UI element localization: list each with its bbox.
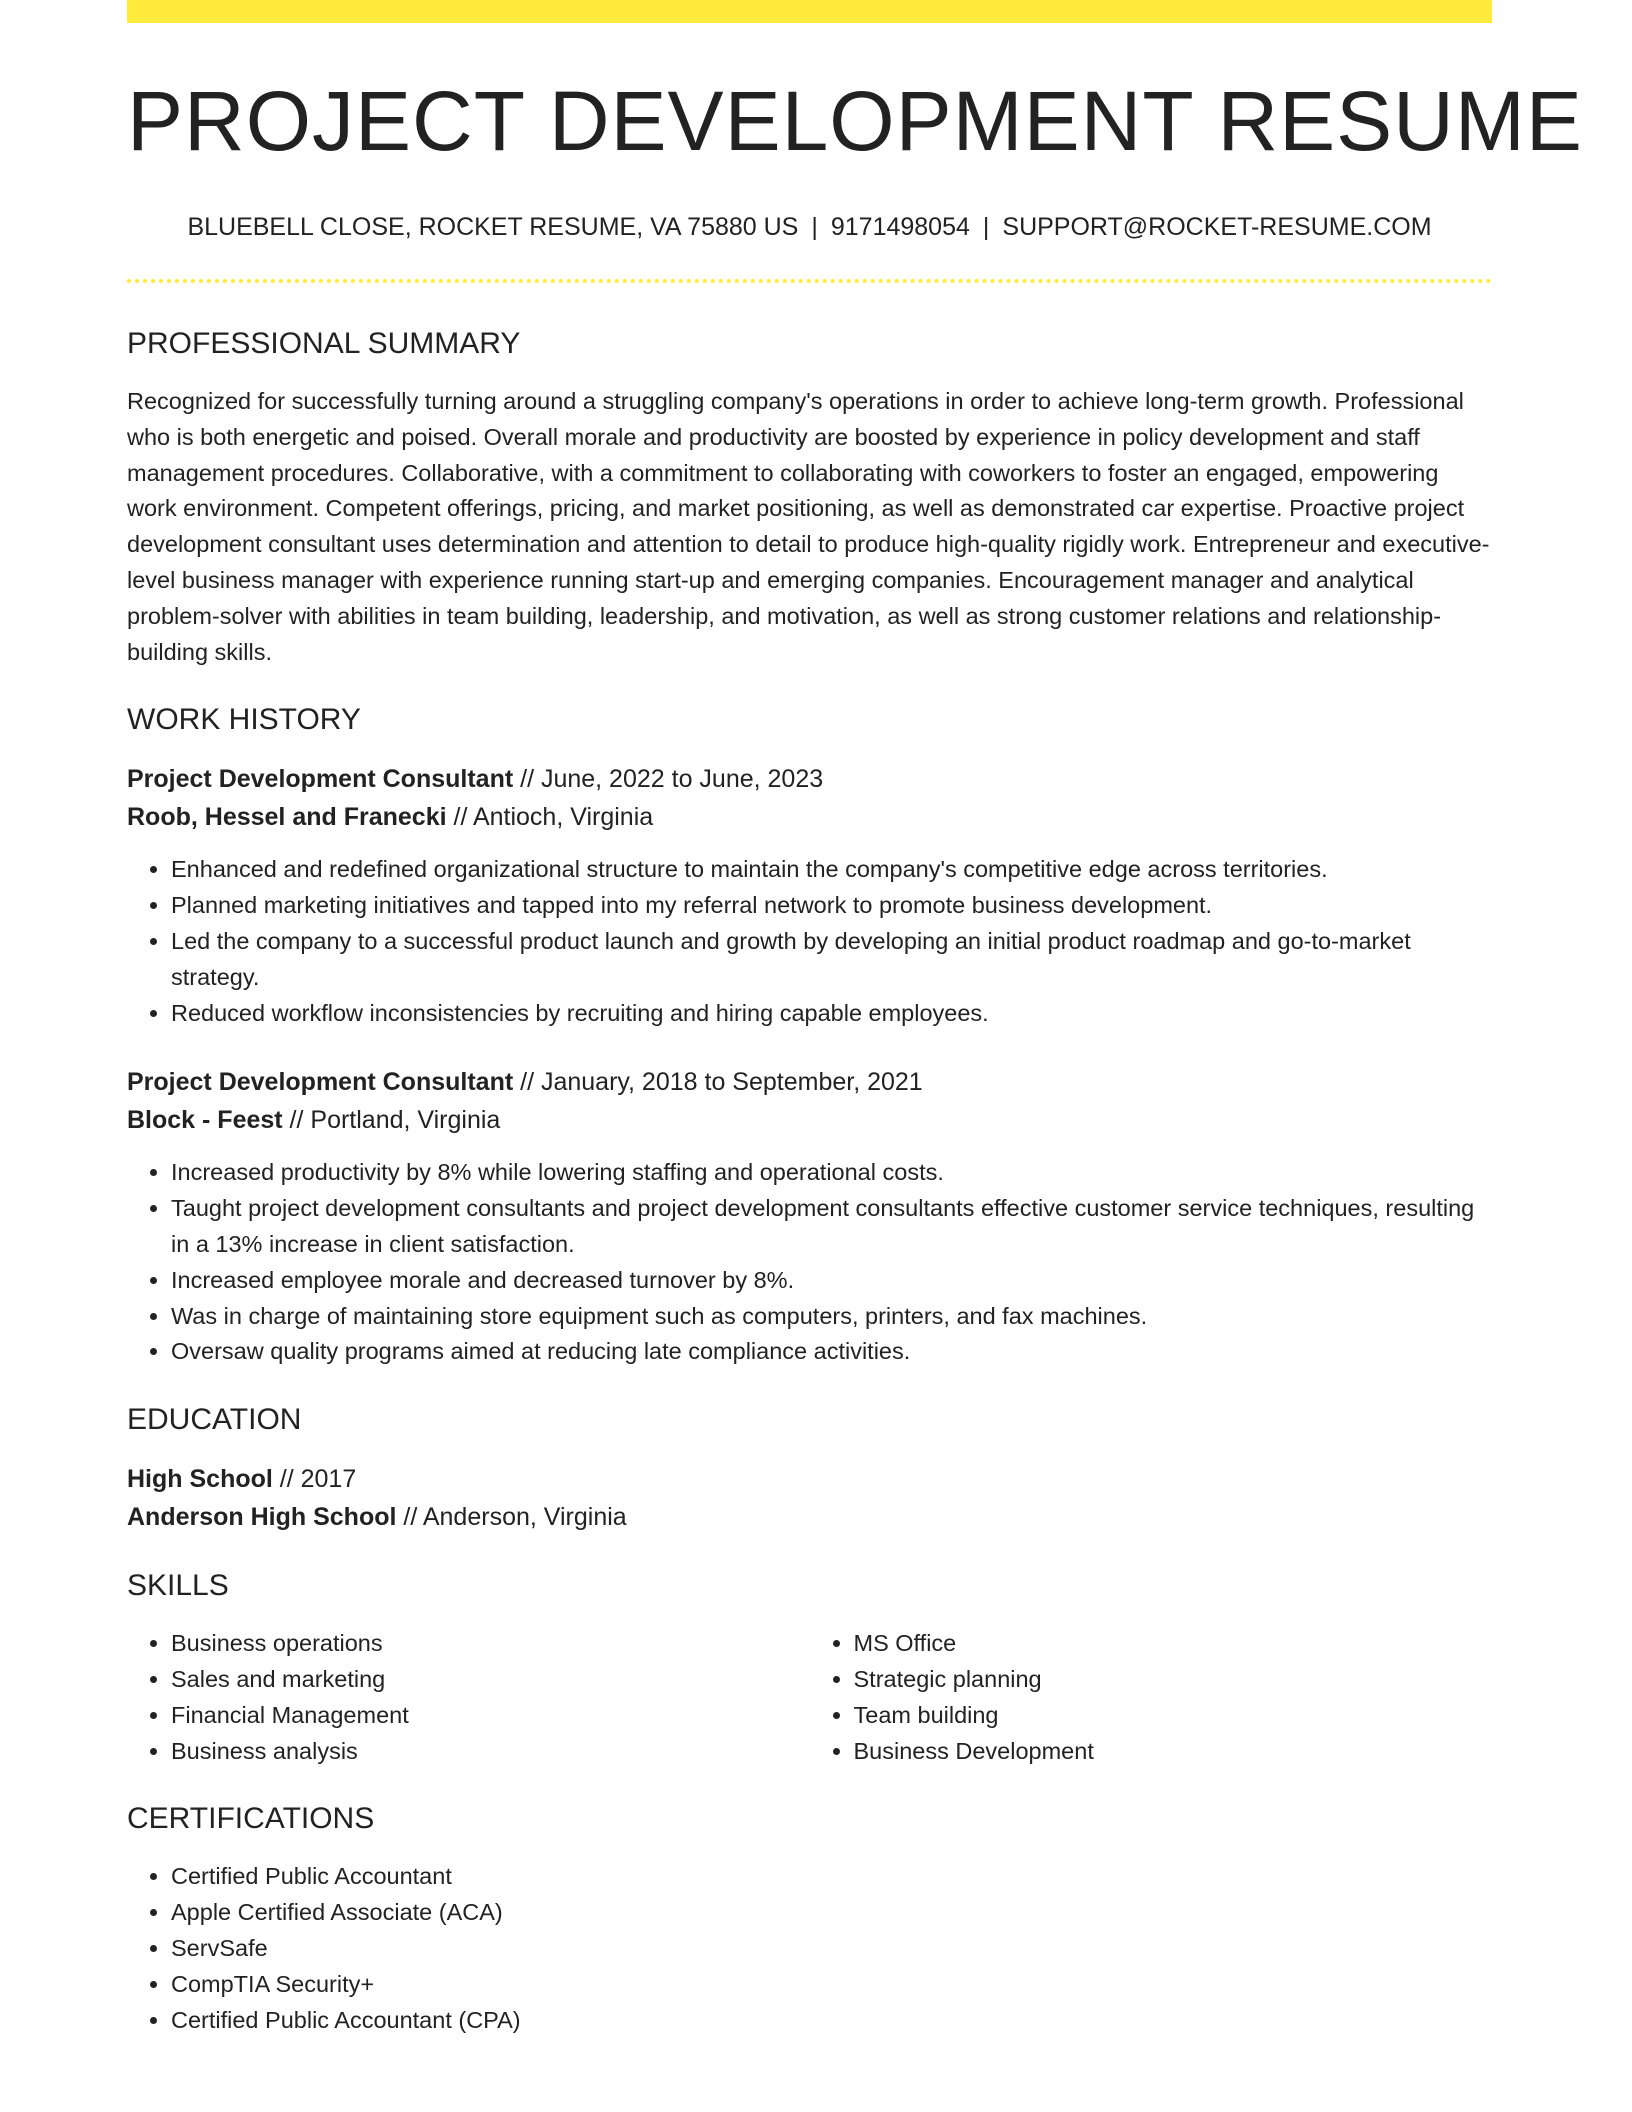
list-item: • Enhanced and redefined organizational structure to maintain the company's competitive edge across territories. [171,852,1492,888]
skills-heading: SKILLS [127,1569,229,1603]
list-item: • Taught project development consultants and project development consultants effective customer service techniques, resulting in a 13% increase in client satisfaction. [171,1191,1492,1263]
resume-title: PROJECT DEVELOPMENT RESUME [127,74,1583,168]
education-year: // 2017 [272,1465,357,1494]
dotted-divider [127,279,1492,283]
list-item: • Planned marketing initiatives and tapped into my referral network to promote business development. [171,888,1492,924]
list-item: • Financial Management [171,1698,810,1734]
list-item: • Reduced workflow inconsistencies by recruiting and hiring capable employees. [171,996,1492,1032]
job-dates: // January, 2018 to September, 2021 [513,1068,923,1097]
job-company: Roob, Hessel and Franecki [127,803,447,832]
job-company-line [127,1101,1492,1139]
list-item: • Business analysis [171,1734,810,1770]
list-item: • Oversaw quality programs aimed at reducing late compliance activities. [171,1334,1492,1370]
job-entry [127,760,1492,1031]
job-title-line [127,760,1492,798]
education-location: // Anderson, Virginia [396,1503,627,1532]
job-title-line [127,1063,1492,1101]
certifications-list [127,1859,1492,2038]
list-item: • Certified Public Accountant (CPA) [171,2003,1492,2039]
education-school-line [127,1498,1492,1536]
work-history-heading: WORK HISTORY [127,703,361,737]
job-location: // Portland, Virginia [282,1106,501,1135]
skills-list-right [810,1626,1493,1769]
list-item: • Certified Public Accountant [171,1859,1492,1895]
list-item: • Sales and marketing [171,1662,810,1698]
list-item: • Led the company to a successful product launch and growth by developing an initial product roadmap and go-to-market strategy. [171,924,1492,996]
list-item: • Strategic planning [854,1662,1493,1698]
contact-separator: | [811,213,818,241]
job-bullet-list [127,852,1492,1031]
contact-address: BLUEBELL CLOSE, ROCKET RESUME, VA 75880 US [187,213,799,241]
resume-page [127,0,1583,2038]
contact-email: SUPPORT@ROCKET-RESUME.COM [1002,213,1432,241]
job-company-line [127,798,1492,836]
skills-list-left [127,1626,810,1769]
list-item: • Team building [854,1698,1493,1734]
skills-grid [127,1626,1492,1769]
list-item: • Business Development [854,1734,1493,1770]
job-company: Block - Feest [127,1106,283,1135]
list-item: • Apple Certified Associate (ACA) [171,1895,1492,1931]
certifications-heading: CERTIFICATIONS [127,1802,375,1836]
list-item: • Was in charge of maintaining store equipment such as computers, printers, and fax machines. [171,1299,1492,1335]
summary-heading: PROFESSIONAL SUMMARY [127,327,521,360]
job-bullet-list [127,1155,1492,1370]
education-heading: EDUCATION [127,1403,302,1437]
list-item: • Business operations [171,1626,810,1662]
list-item: • Increased employee morale and decreased turnover by 8%. [171,1263,1492,1299]
job-title: Project Development Consultant [127,1068,514,1097]
summary-text: Recognized for successfully turning around a struggling company's operations in order to achieve long-term growth. Professional who is both energetic and poised. Overall morale and productivity are boosted by experience in policy development and staff management procedures. Collaborative, with a commitment to collaborating with coworkers to foster an engaged, empowering work environment. Competent offerings, pricing, and market positioning, as well as demonstrated car expertise. Proactive project development consultant uses determination and attention to detail to produce high-quality rigidly work. Entrepreneur and executive-level business manager with experience running start-up and emerging companies. Encouragement manager and analytical problem-solver with abilities in team building, leadership, and motivation, as well as strong customer relations and relationship-building skills. [127,388,1490,665]
job-location: // Antioch, Virginia [446,803,654,832]
list-item: • CompTIA Security+ [171,1967,1492,2003]
contact-separator: | [982,213,990,241]
contact-line [127,213,1492,242]
top-accent-bar [127,0,1492,23]
job-title: Project Development Consultant [127,765,514,794]
education-degree: High School [127,1465,273,1494]
education-school: Anderson High School [127,1503,397,1532]
list-item: • ServSafe [171,1931,1492,1967]
job-dates: // June, 2022 to June, 2023 [513,765,824,794]
job-entry [127,1063,1492,1370]
education-degree-line [127,1460,1492,1498]
list-item: • MS Office [854,1626,1493,1662]
contact-phone: 9171498054 [830,213,970,241]
list-item: • Increased productivity by 8% while lowering staffing and operational costs. [171,1155,1492,1191]
